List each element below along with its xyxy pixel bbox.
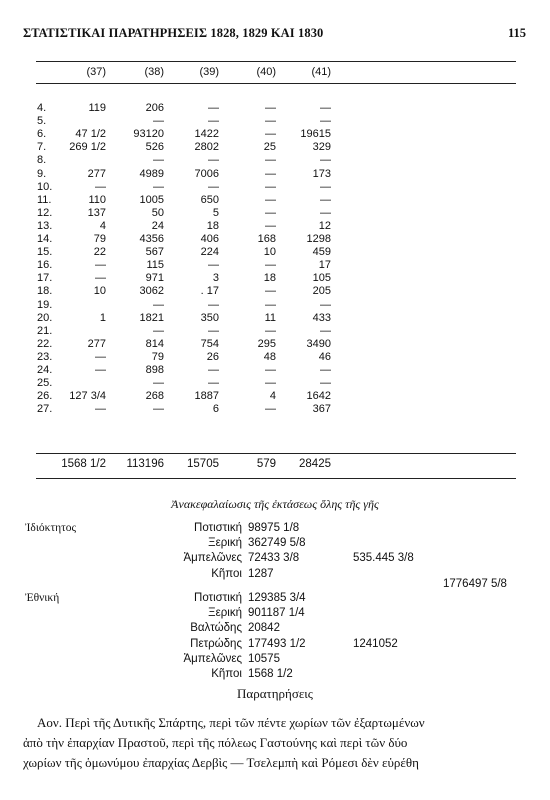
- cell-c39: —: [208, 115, 219, 128]
- summary-row-label: Βαλτώδης: [190, 622, 242, 635]
- cell-c40: —: [265, 206, 276, 219]
- summary-row: [0, 638, 550, 654]
- cell-c41: 1642: [306, 390, 331, 403]
- notes-line-3: χωρίων τῆς ὁμωνύμου ἐπαρχίας Δερβὶς — Τσελεμπὴ καὶ Ρόμεσι δὲν εὑρέθη: [23, 755, 419, 770]
- cell-c38: —: [153, 298, 164, 311]
- cell-c41: 3490: [306, 337, 331, 350]
- cell-c37: 1: [99, 311, 106, 324]
- cell-c41: 367: [312, 403, 331, 416]
- row-label: 15.: [37, 246, 53, 259]
- summary-row-value: 901187 1/4: [248, 607, 305, 620]
- summary-row-value: 98975 1/8: [248, 522, 300, 534]
- cell-c40: —: [265, 259, 276, 272]
- summary-row: [0, 592, 550, 608]
- cell-c37: —: [95, 364, 106, 376]
- cell-c38: —: [153, 377, 164, 390]
- cell-c41: —: [320, 154, 331, 167]
- cell-c37: 47 1/2: [75, 128, 106, 141]
- table-row: [0, 403, 550, 416]
- table-row: [0, 207, 550, 220]
- cell-c40: 295: [257, 337, 276, 350]
- table-row: [0, 377, 550, 390]
- cell-c37: 22: [93, 246, 106, 259]
- row-label: 20.: [37, 311, 53, 324]
- summary-row-value: 20842: [248, 622, 280, 635]
- cell-c39: 6: [212, 403, 219, 416]
- row-label: 10.: [37, 180, 53, 193]
- summary-row: [0, 607, 550, 623]
- summary-row-subtotal: 1241052: [353, 637, 398, 650]
- summary-grand-total: 1776497 5/8: [443, 578, 507, 590]
- running-head-title: ΣΤΑΤΙΣΤΙΚΑΙ ΠΑΡΑΤΗΡΗΣΕΙΣ 1828, 1829 ΚΑΙ 1830: [23, 26, 324, 40]
- cell-c37: 79: [93, 233, 106, 245]
- cell-c39: —: [208, 154, 219, 167]
- cell-c41: —: [320, 364, 331, 376]
- cell-c40: 10: [263, 246, 276, 259]
- cell-c39: —: [208, 180, 219, 193]
- cell-c41: 1298: [306, 233, 331, 245]
- cell-c38: 50: [151, 206, 164, 219]
- cell-c41: 46: [318, 350, 331, 363]
- summary-row-label: Ποτιστική: [194, 522, 242, 534]
- cell-c40: —: [265, 115, 276, 128]
- cell-c41: —: [320, 102, 331, 114]
- summary-row: [0, 668, 550, 684]
- cell-c39: —: [208, 377, 219, 390]
- cell-c40: —: [265, 128, 276, 141]
- cell-c41: —: [320, 298, 331, 311]
- cell-c38: 971: [145, 272, 164, 285]
- table-row: [0, 272, 550, 285]
- cell-c37: 10: [93, 285, 106, 298]
- cell-c39: —: [208, 298, 219, 311]
- total-37: 1568 1/2: [61, 458, 106, 470]
- notes-line-1: Αον. Περὶ τῆς Δυτικῆς Σπάρτης, περὶ τῶν πέντε χωρίων τῶν ἐξαρτωμένων: [37, 715, 425, 730]
- table-total-rule: [36, 453, 516, 454]
- column-header-41: (41): [311, 66, 331, 78]
- column-header-37: (37): [86, 66, 106, 78]
- table-row: [0, 194, 550, 207]
- table-row: [0, 115, 550, 128]
- cell-c37: 277: [87, 167, 106, 180]
- summary-group-label-private: Ἰδιόκτητος: [25, 522, 77, 534]
- cell-c37: —: [95, 259, 106, 272]
- summary-row-label: Ξερική: [208, 537, 242, 550]
- cell-c38: 4356: [139, 233, 164, 245]
- cell-c41: —: [320, 193, 331, 206]
- row-label: 27.: [37, 403, 53, 416]
- cell-c41: —: [320, 377, 331, 390]
- summary-row: [0, 653, 550, 669]
- summary-row-value: 177493 1/2: [248, 637, 306, 650]
- cell-c38: —: [153, 324, 164, 337]
- cell-c41: 105: [312, 272, 331, 285]
- summary-row: [0, 537, 550, 553]
- row-label: 13.: [37, 219, 53, 232]
- cell-c38: —: [153, 154, 164, 167]
- cell-c40: 48: [263, 350, 276, 363]
- cell-c39: 26: [206, 350, 219, 363]
- cell-c38: —: [153, 115, 164, 128]
- table-top-rule: [36, 61, 516, 62]
- cell-c37: —: [95, 403, 106, 416]
- row-label: 22.: [37, 337, 53, 350]
- cell-c39: 1422: [194, 128, 219, 141]
- cell-c40: 11: [264, 311, 276, 324]
- column-header-38: (38): [144, 66, 164, 78]
- summary-row-label: Ποτιστική: [194, 592, 242, 604]
- running-head: [23, 26, 526, 42]
- table-row: [0, 220, 550, 233]
- row-label: 5.: [37, 115, 47, 128]
- cell-c37: —: [95, 272, 106, 285]
- table-row: [0, 351, 550, 364]
- cell-c40: —: [265, 102, 276, 114]
- cell-c41: 329: [312, 141, 331, 154]
- column-header-40: (40): [256, 66, 276, 78]
- summary-row: [0, 552, 550, 568]
- cell-c39: 7006: [194, 167, 219, 180]
- table-row: [0, 233, 550, 246]
- cell-c39: 18: [206, 219, 219, 232]
- cell-c38: 1005: [139, 193, 164, 206]
- cell-c41: 17: [318, 259, 331, 272]
- cell-c38: 24: [151, 219, 164, 232]
- row-label: 12.: [37, 206, 53, 219]
- cell-c38: 206: [145, 102, 164, 114]
- cell-c38: 814: [145, 337, 164, 350]
- table-row: [0, 312, 550, 325]
- summary-row-label: Κῆποι: [211, 668, 242, 680]
- summary-row-value: 1568 1/2: [248, 668, 293, 680]
- table-row: [0, 102, 550, 115]
- cell-c40: —: [265, 167, 276, 180]
- table-row: [0, 364, 550, 377]
- cell-c37: —: [95, 180, 106, 193]
- cell-c39: —: [208, 102, 219, 114]
- table-totals-row: [0, 458, 550, 472]
- cell-c40: 168: [257, 233, 276, 245]
- summary-row-value: 362749 5/8: [248, 537, 306, 550]
- summary-row-value: 1287: [248, 567, 274, 580]
- table-row: [0, 299, 550, 312]
- cell-c39: 2802: [194, 141, 219, 154]
- cell-c40: 4: [269, 390, 276, 403]
- cell-c39: 350: [200, 311, 219, 324]
- summary-row-value: 72433 3/8: [248, 552, 300, 565]
- row-label: 17.: [37, 272, 53, 285]
- page-number: 115: [507, 26, 526, 40]
- row-label: 26.: [37, 390, 53, 403]
- cell-c41: —: [320, 115, 331, 128]
- cell-c40: —: [265, 403, 276, 416]
- cell-c38: 526: [145, 141, 164, 154]
- summary-row-label: Ξερική: [208, 607, 242, 620]
- row-label: 18.: [37, 285, 53, 298]
- table-row: [0, 128, 550, 141]
- cell-c40: 25: [263, 141, 276, 154]
- row-label: 8.: [37, 154, 47, 167]
- cell-c41: 173: [312, 167, 331, 180]
- cell-c40: —: [265, 154, 276, 167]
- table-row: [0, 141, 550, 154]
- cell-c41: —: [320, 180, 331, 193]
- row-label: 21.: [37, 324, 53, 337]
- cell-c38: 4989: [139, 167, 164, 180]
- summary-row-label: Ἀμπελῶνες: [183, 552, 242, 565]
- cell-c37: 269 1/2: [69, 141, 106, 154]
- cell-c39: 1887: [194, 390, 219, 403]
- total-38: 113196: [126, 458, 164, 470]
- row-label: 4.: [37, 102, 47, 114]
- table-header-rule: [36, 83, 516, 84]
- cell-c39: —: [208, 324, 219, 337]
- cell-c41: 433: [312, 311, 331, 324]
- cell-c39: 754: [200, 337, 219, 350]
- notes-line-2: ἀπὸ τὴν ἐπαρχίαν Πραστοῦ, περὶ τῆς πόλεως Γαστούνης καὶ περὶ τῶν δύο: [23, 735, 408, 750]
- total-39: 15705: [187, 458, 219, 470]
- summary-row: [0, 522, 550, 538]
- table-row: [0, 325, 550, 338]
- cell-c40: 18: [263, 272, 276, 285]
- cell-c37: 137: [87, 206, 106, 219]
- cell-c37: 277: [87, 337, 106, 350]
- cell-c38: —: [153, 403, 164, 416]
- table-row: [0, 259, 550, 272]
- row-label: 6.: [37, 128, 47, 141]
- total-40: 579: [256, 458, 276, 470]
- table-bottom-rule: [36, 478, 516, 479]
- cell-c41: —: [320, 324, 331, 337]
- cell-c38: 898: [145, 364, 164, 376]
- cell-c39: —: [208, 364, 219, 376]
- cell-c40: —: [265, 219, 276, 232]
- summary-row-label: Κῆποι: [211, 567, 242, 580]
- cell-c37: 127 3/4: [69, 390, 106, 403]
- cell-c41: 459: [312, 246, 331, 259]
- cell-c37: —: [95, 350, 106, 363]
- cell-c39: . 17: [200, 285, 219, 298]
- row-label: 16.: [37, 259, 53, 272]
- summary-title: Ἀνακεφαλαίωσις τῆς ἐκτάσεως ὅλης τῆς γῆς: [171, 497, 379, 511]
- cell-c38: —: [153, 180, 164, 193]
- cell-c39: 406: [200, 233, 219, 245]
- cell-c40: —: [265, 193, 276, 206]
- summary-row-label: Ἀμπελῶνες: [183, 652, 242, 665]
- summary-row-value: 10575: [248, 652, 280, 665]
- summary-row-subtotal: 535.445 3/8: [353, 552, 414, 565]
- cell-c40: —: [265, 298, 276, 311]
- table-row: [0, 285, 550, 298]
- row-label: 23.: [37, 350, 53, 363]
- cell-c38: 3062: [139, 285, 164, 298]
- cell-c37: 119: [88, 102, 106, 114]
- cell-c41: —: [320, 206, 331, 219]
- cell-c38: 79: [151, 350, 164, 363]
- cell-c39: —: [208, 259, 219, 272]
- table-row: [0, 390, 550, 403]
- table-row: [0, 168, 550, 181]
- table-row: [0, 181, 550, 194]
- cell-c38: 115: [146, 259, 164, 272]
- cell-c40: —: [265, 364, 276, 376]
- cell-c39: 3: [212, 272, 219, 285]
- cell-c40: —: [265, 377, 276, 390]
- summary-row-value: 129385 3/4: [248, 592, 306, 604]
- cell-c41: 12: [318, 219, 331, 232]
- cell-c39: 224: [200, 246, 219, 259]
- row-label: 14.: [37, 233, 53, 245]
- notes-title: Παρατηρήσεις: [237, 686, 313, 701]
- summary-row: [0, 622, 550, 638]
- cell-c37: 4: [99, 219, 106, 232]
- row-label: 7.: [37, 141, 47, 154]
- total-41: 28425: [299, 458, 331, 470]
- row-label: 25.: [37, 377, 53, 390]
- summary-group-label-national: Ἐθνική: [25, 592, 60, 604]
- cell-c39: 5: [212, 206, 219, 219]
- table-row: [0, 338, 550, 351]
- cell-c40: —: [265, 324, 276, 337]
- cell-c40: —: [265, 285, 276, 298]
- row-label: 9.: [37, 167, 47, 180]
- row-label: 24.: [37, 364, 53, 376]
- cell-c38: 567: [145, 246, 164, 259]
- cell-c39: 650: [200, 193, 219, 206]
- table-row: [0, 246, 550, 259]
- cell-c41: 205: [312, 285, 331, 298]
- cell-c38: 1821: [139, 311, 164, 324]
- column-header-39: (39): [199, 66, 219, 78]
- cell-c37: 110: [88, 193, 106, 206]
- summary-row-label: Πετρώδης: [190, 637, 242, 650]
- cell-c40: —: [265, 180, 276, 193]
- cell-c41: 19615: [300, 128, 331, 141]
- row-label: 11.: [37, 193, 52, 206]
- row-label: 19.: [37, 298, 53, 311]
- table-row: [0, 154, 550, 167]
- cell-c38: 93120: [133, 128, 164, 141]
- cell-c38: 268: [145, 390, 164, 403]
